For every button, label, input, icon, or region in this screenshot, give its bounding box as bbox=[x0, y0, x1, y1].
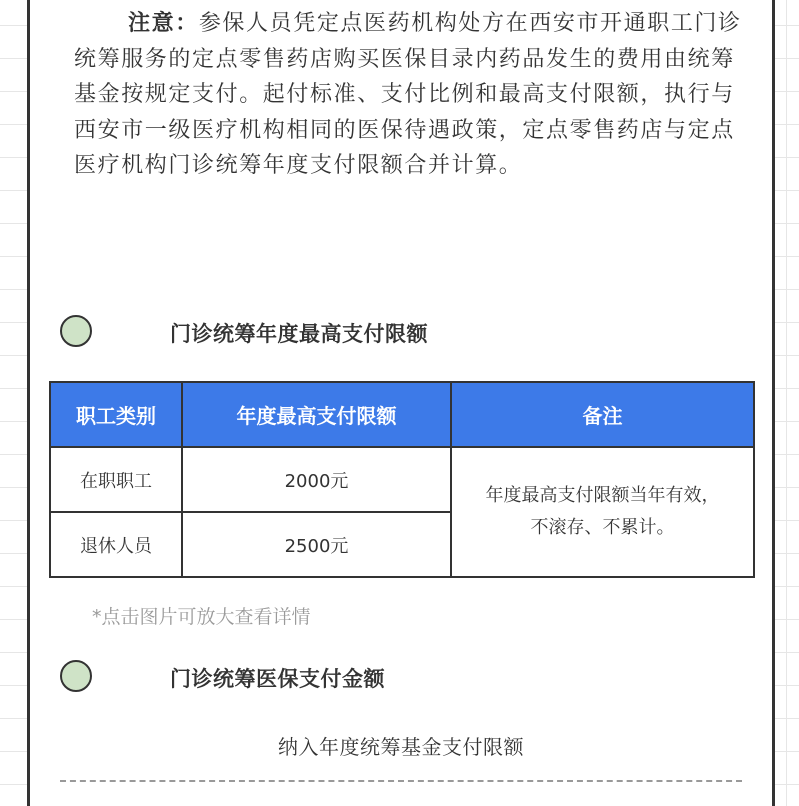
table-row bbox=[50, 447, 754, 512]
table-header-row bbox=[50, 382, 754, 447]
cell-category: 退休人员 bbox=[50, 512, 182, 577]
column-header-category: 职工类别 bbox=[50, 382, 182, 447]
remark-line-1: 年度最高支付限额当年有效， bbox=[485, 485, 720, 506]
section-title-payment-amount: 门诊统筹医保支付金额 bbox=[170, 667, 385, 691]
notice-paragraph bbox=[74, 6, 754, 184]
cell-remark bbox=[451, 447, 754, 577]
section-heading-annual-limit bbox=[60, 315, 740, 349]
column-header-remark: 备注 bbox=[451, 382, 754, 447]
dashed-divider bbox=[60, 780, 742, 782]
notice-label: 注意： bbox=[128, 11, 199, 36]
fund-limit-text: 纳入年度统筹基金支付限额 bbox=[278, 735, 524, 759]
cell-category: 在职职工 bbox=[50, 447, 182, 512]
section-heading-payment-amount bbox=[60, 660, 740, 694]
section-title-annual-limit: 门诊统筹年度最高支付限额 bbox=[170, 322, 428, 346]
cell-limit: 2000元 bbox=[182, 447, 451, 512]
remark-line-2: 不滚存、不累计。 bbox=[530, 517, 675, 538]
green-circle-icon bbox=[60, 660, 92, 692]
notice-text: 参保人员凭定点医药机构处方在西安市开通职工门诊统筹服务的定点零售药店购买医保目录内药品发生的费用由统筹基金按规定支付。起付标准、支付比例和最高支付限额，执行与西安市一级医疗机构相同的医保待遇政策，定点零售药店与定点医疗机构门诊统筹年度支付限额合并计算。 bbox=[74, 11, 742, 178]
annual-limit-table[interactable] bbox=[49, 381, 755, 578]
column-header-limit: 年度最高支付限额 bbox=[182, 382, 451, 447]
content-card bbox=[27, 0, 775, 806]
green-circle-icon bbox=[60, 315, 92, 347]
zoom-caption: *点击图片可放大查看详情 bbox=[92, 606, 311, 628]
cell-limit: 2500元 bbox=[182, 512, 451, 577]
